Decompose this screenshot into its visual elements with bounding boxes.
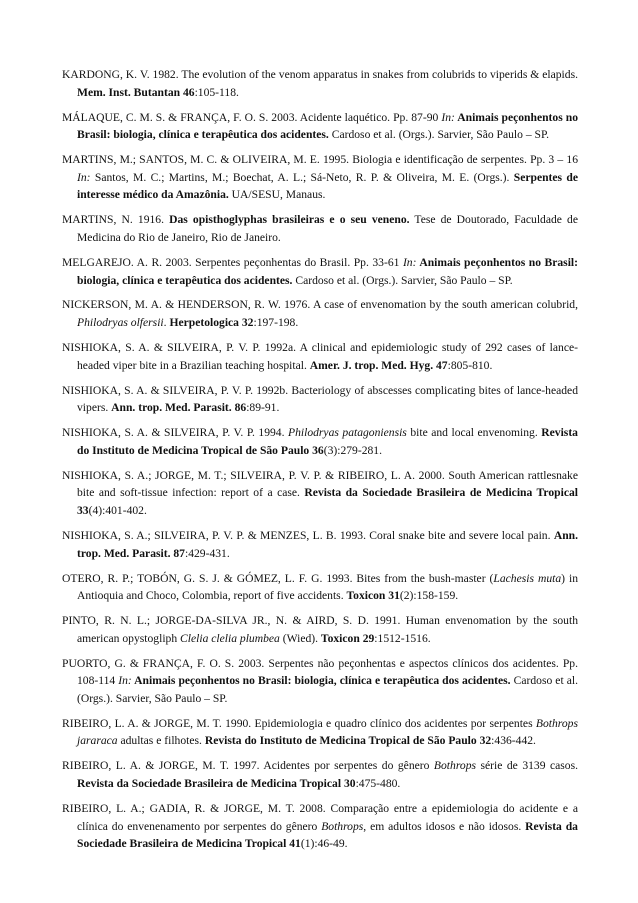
reference-italic-text: Lachesis muta bbox=[493, 571, 562, 585]
reference-text: MÁLAQUE, C. M. S. & FRANÇA, F. O. S. 2003. Acidente laquético. Pp. 87-90 bbox=[62, 110, 442, 124]
reference-text: RIBEIRO, L. A. & JORGE, M. T. 1997. Acidentes por serpentes do gênero bbox=[62, 759, 434, 773]
reference-text: :197-198. bbox=[253, 316, 299, 330]
reference-text: (2):158-159. bbox=[399, 589, 459, 603]
reference-italic-text: Bothrops jararaca bbox=[77, 716, 578, 748]
reference-source: Revista da Sociedade Brasileira de Medicina Tropical 33 bbox=[77, 486, 578, 517]
reference-text: (1):46-49. bbox=[300, 837, 348, 851]
reference-entry bbox=[62, 800, 578, 853]
reference-text: RIBEIRO, L. A. & JORGE, M. T. 1990. Epidemiologia e quadro clínico dos acidentes por serpentes bbox=[62, 716, 536, 730]
reference-italic-text: In: bbox=[77, 170, 91, 184]
reference-source: Animais peçonhentos no Brasil: biologia, clínica e terapêutica dos acidentes. bbox=[131, 674, 511, 688]
reference-text: NISHIOKA, S. A. & SILVEIRA, P. V. P. 1994. bbox=[62, 426, 288, 440]
reference-italic-text: Philodryas patagoniensis bbox=[288, 426, 407, 440]
reference-text: , em adultos idosos e não idosos. bbox=[363, 819, 526, 833]
reference-text: UA/SESU, Manaus. bbox=[228, 188, 326, 202]
reference-text: (3):279-281. bbox=[323, 443, 382, 457]
reference-text: adultas e filhotes. bbox=[117, 734, 205, 748]
reference-italic-text: In: bbox=[441, 110, 455, 124]
reference-italic-text: In: bbox=[118, 674, 132, 688]
reference-text: (4):401-402. bbox=[88, 503, 147, 517]
reference-text: MARTINS, M.; SANTOS, M. C. & OLIVEIRA, M. E. 1995. Biologia e identificação de serpentes. Pp. 3 – 16 bbox=[62, 153, 578, 167]
reference-source: Serpentes de interesse médico da Amazônia. bbox=[77, 170, 578, 202]
reference-text: NISHIOKA, S. A. & SILVEIRA, P. V. P. 1992a. A clinical and epidemiologic study of 292 cases of lance-headed viper bite in a Brazilian teaching hospital. bbox=[62, 341, 578, 372]
reference-entry bbox=[62, 612, 578, 647]
reference-source: Revista do Instituto de Medicina Tropical de São Paulo 32 bbox=[204, 734, 492, 748]
reference-text: MARTINS, N. 1916. bbox=[62, 213, 170, 227]
reference-entry bbox=[62, 151, 578, 204]
reference-source: Toxicon 29 bbox=[320, 631, 375, 645]
reference-text: (Wied). bbox=[279, 631, 321, 645]
reference-italic-text: Bothrops bbox=[433, 759, 477, 773]
reference-source: Revista do Instituto de Medicina Tropical de São Paulo 36 bbox=[77, 426, 578, 457]
reference-italic-text: Bothrops bbox=[321, 819, 364, 833]
reference-source: Animais peçonhentos no Brasil: biologia, clínica e terapêutica dos acidentes. bbox=[77, 110, 578, 142]
reference-text: :1512-1516. bbox=[374, 631, 431, 645]
reference-entry bbox=[62, 382, 578, 417]
reference-italic-text: Philodryas olfersii bbox=[77, 316, 164, 330]
reference-text: :436-442. bbox=[491, 734, 536, 748]
reference-entry bbox=[62, 211, 578, 246]
reference-text: bite and local envenoming. bbox=[406, 426, 542, 440]
reference-text: NICKERSON, M. A. & HENDERSON, R. W. 1976. A case of envenomation by the south american colubrid, bbox=[62, 298, 578, 312]
reference-text: NISHIOKA, S. A.; SILVEIRA, P. V. P. & MENZES, L. B. 1993. Coral snake bite and severe local pain. bbox=[62, 528, 554, 542]
reference-source: Toxicon 31 bbox=[346, 589, 400, 603]
reference-text: PINTO, R. N. L.; JORGE-DA-SILVA JR., N. & AIRD, S. D. 1991. Human envenomation by the south american opystogliph bbox=[62, 614, 578, 645]
reference-text: :105-118. bbox=[194, 85, 239, 99]
reference-entry bbox=[62, 296, 578, 331]
reference-entry bbox=[62, 339, 578, 374]
reference-entry bbox=[62, 527, 578, 562]
reference-text: . bbox=[163, 316, 170, 330]
reference-source: Herpetologica 32 bbox=[169, 316, 254, 330]
reference-text: série de 3139 casos. bbox=[476, 759, 579, 773]
reference-text: Cardoso et al. (Orgs.). Sarvier, São Paulo – SP. bbox=[77, 674, 578, 705]
reference-text: Santos, M. C.; Martins, M.; Boechat, A. L.; Sá-Neto, R. P. & Oliveira, M. E. (Orgs.). bbox=[90, 170, 514, 184]
reference-text: OTERO, R. P.; TOBÓN, G. S. J. & GÓMEZ, L. F. G. 1993. Bites from the bush-master ( bbox=[62, 571, 494, 585]
reference-list bbox=[62, 66, 578, 853]
reference-source: Ann. trop. Med. Parasit. 86 bbox=[111, 401, 247, 415]
reference-entry bbox=[62, 715, 578, 750]
reference-entry bbox=[62, 757, 578, 792]
reference-text: Cardoso et al. (Orgs.). Sarvier, São Paulo – SP. bbox=[328, 128, 550, 142]
reference-entry bbox=[62, 570, 578, 605]
reference-text: KARDONG, K. V. 1982. The evolution of the venom apparatus in snakes from colubrids to viperids & elapids. bbox=[62, 68, 578, 81]
reference-text: :475-480. bbox=[355, 777, 401, 791]
reference-source: Ann. trop. Med. Parasit. 87 bbox=[77, 528, 578, 560]
reference-source: Revista da Sociedade Brasileira de Medicina Tropical 41 bbox=[77, 819, 578, 851]
reference-italic-text: Clelia clelia plumbea bbox=[180, 631, 280, 645]
reference-text: Tese de Doutorado, Faculdade de Medicina do Rio de Janeiro, Rio de Janeiro. bbox=[77, 213, 578, 244]
reference-text: NISHIOKA, S. A. & SILVEIRA, P. V. P. 1992b. Bacteriology of abscesses complicating bites of lance-headed vipers. bbox=[62, 383, 578, 415]
reference-source: Revista da Sociedade Brasileira de Medicina Tropical 30 bbox=[77, 777, 356, 791]
reference-entry bbox=[62, 424, 578, 459]
reference-text: PUORTO, G. & FRANÇA, F. O. S. 2003. Serpentes não peçonhentas e aspectos clínicos dos acidentes. Pp. 108-114 bbox=[62, 656, 578, 688]
reference-source: Amer. J. trop. Med. Hyg. 47 bbox=[309, 358, 448, 372]
reference-italic-text: In: bbox=[402, 255, 417, 269]
reference-entry bbox=[62, 109, 578, 144]
reference-text: MELGAREJO. A. R. 2003. Serpentes peçonhentas do Brasil. Pp. 33-61 bbox=[62, 255, 403, 269]
reference-text: NISHIOKA, S. A.; JORGE, M. T.; SILVEIRA, P. V. P. & RIBEIRO, L. A. 2000. South American rattlesnake bite and soft-tissue infection: report of a case. bbox=[62, 468, 578, 500]
reference-text: Cardoso et al. (Orgs.). Sarvier, São Paulo – SP. bbox=[292, 273, 513, 287]
reference-entry bbox=[62, 66, 578, 101]
reference-entry bbox=[62, 254, 578, 289]
reference-text: ) in Antioquia and Choco, Colombia, report of five accidents. bbox=[77, 571, 578, 603]
reference-text: :89-91. bbox=[246, 401, 280, 415]
reference-text: :429-431. bbox=[184, 546, 230, 560]
reference-source: Animais peçonhentos no Brasil: biologia, clínica e terapêutica dos acidentes. bbox=[77, 255, 578, 287]
reference-text: RIBEIRO, L. A.; GADIA, R. & JORGE, M. T. 2008. Comparação entre a epidemiologia do acidente e a clínica do envenenamento por serpentes do gênero bbox=[62, 802, 578, 833]
reference-entry bbox=[62, 467, 578, 520]
reference-source: Das opisthoglyphas brasileiras e o seu veneno. bbox=[169, 213, 410, 227]
reference-entry bbox=[62, 655, 578, 708]
reference-text: :805-810. bbox=[447, 358, 493, 372]
reference-source: Mem. Inst. Butantan 46 bbox=[77, 85, 195, 99]
